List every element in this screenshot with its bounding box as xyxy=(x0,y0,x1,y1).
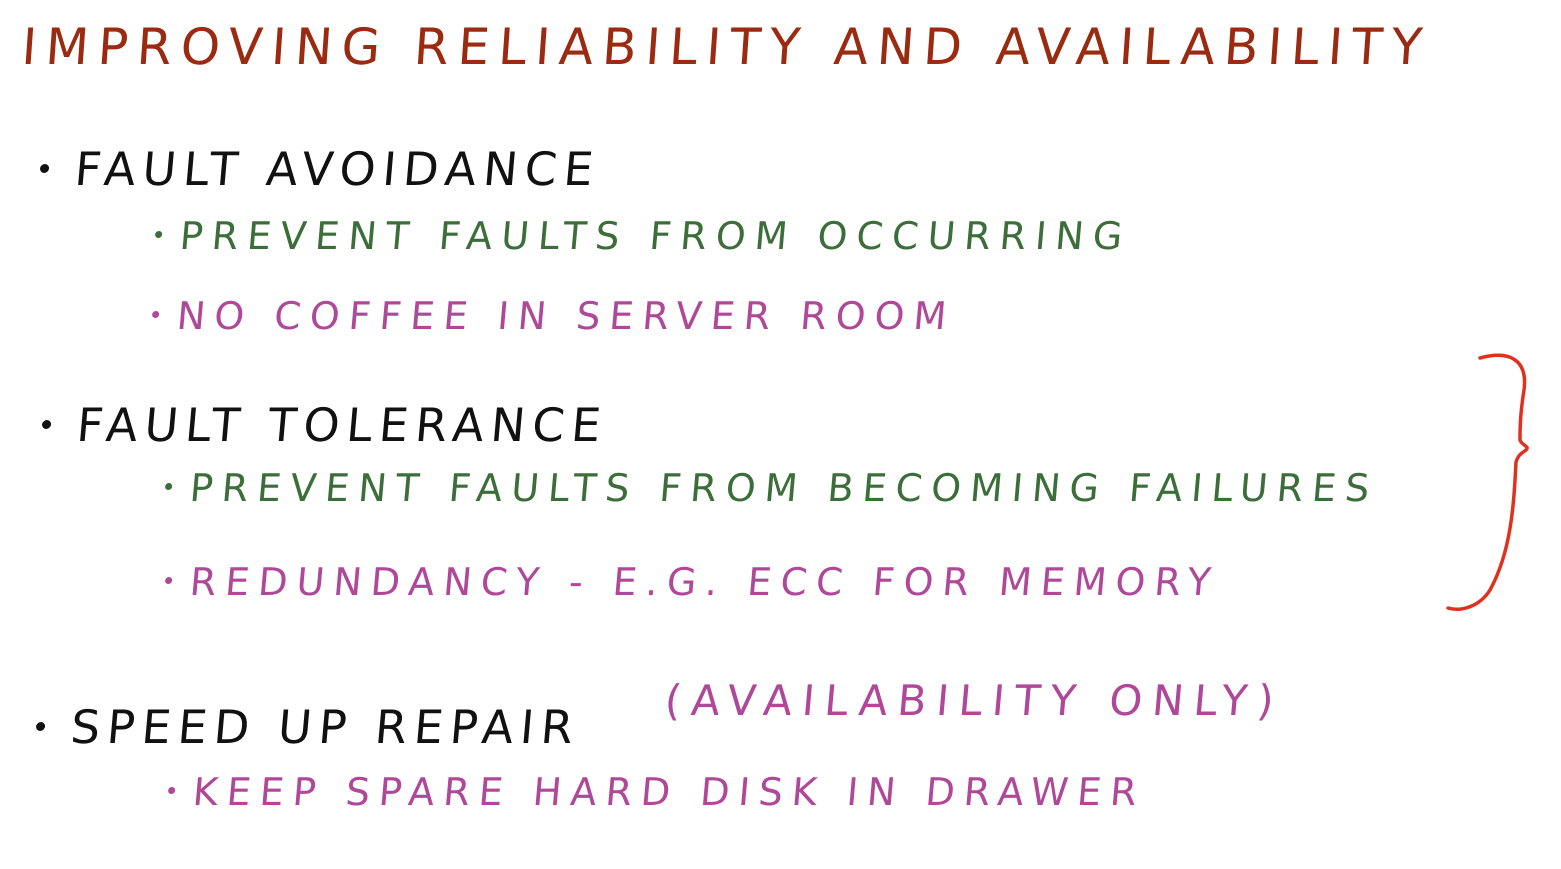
point-text: NO COFFEE IN SERVER ROOM xyxy=(175,294,958,338)
point-prevent-faults-occurring xyxy=(153,214,1133,258)
point-redundancy xyxy=(163,560,1222,604)
bullet-icon xyxy=(165,483,173,490)
bullet-icon xyxy=(152,311,160,318)
heading-fault-avoidance xyxy=(38,142,603,196)
point-text: KEEP SPARE HARD DISK IN DRAWER xyxy=(191,770,1148,814)
heading-text: SPEED UP REPAIR xyxy=(68,700,583,754)
heading-text: FAULT TOLERANCE xyxy=(74,398,610,452)
grouping-brace-icon xyxy=(1440,350,1540,620)
point-spare-disk xyxy=(166,770,1148,814)
heading-fault-tolerance xyxy=(40,398,610,452)
bullet-icon xyxy=(168,787,176,794)
point-text: PREVENT FAULTS FROM OCCURRING xyxy=(178,214,1134,258)
point-text: PREVENT FAULTS FROM BECOMING FAILURES xyxy=(188,466,1381,510)
point-text: REDUNDANCY - E.G. ECC FOR MEMORY xyxy=(188,560,1222,604)
page-title: IMPROVING RELIABILITY AND AVAILABILITY xyxy=(19,18,1433,76)
bullet-icon xyxy=(165,577,173,584)
heading-speed-up-repair xyxy=(34,700,583,754)
bullet-icon xyxy=(40,164,50,173)
point-prevent-faults-failures xyxy=(163,466,1380,510)
bullet-icon xyxy=(42,420,52,429)
bullet-icon xyxy=(155,231,163,238)
heading-text: FAULT AVOIDANCE xyxy=(72,142,603,196)
point-no-coffee xyxy=(150,294,957,338)
availability-only-note: (AVAILABILITY ONLY) xyxy=(662,676,1286,725)
bullet-icon xyxy=(36,722,46,731)
